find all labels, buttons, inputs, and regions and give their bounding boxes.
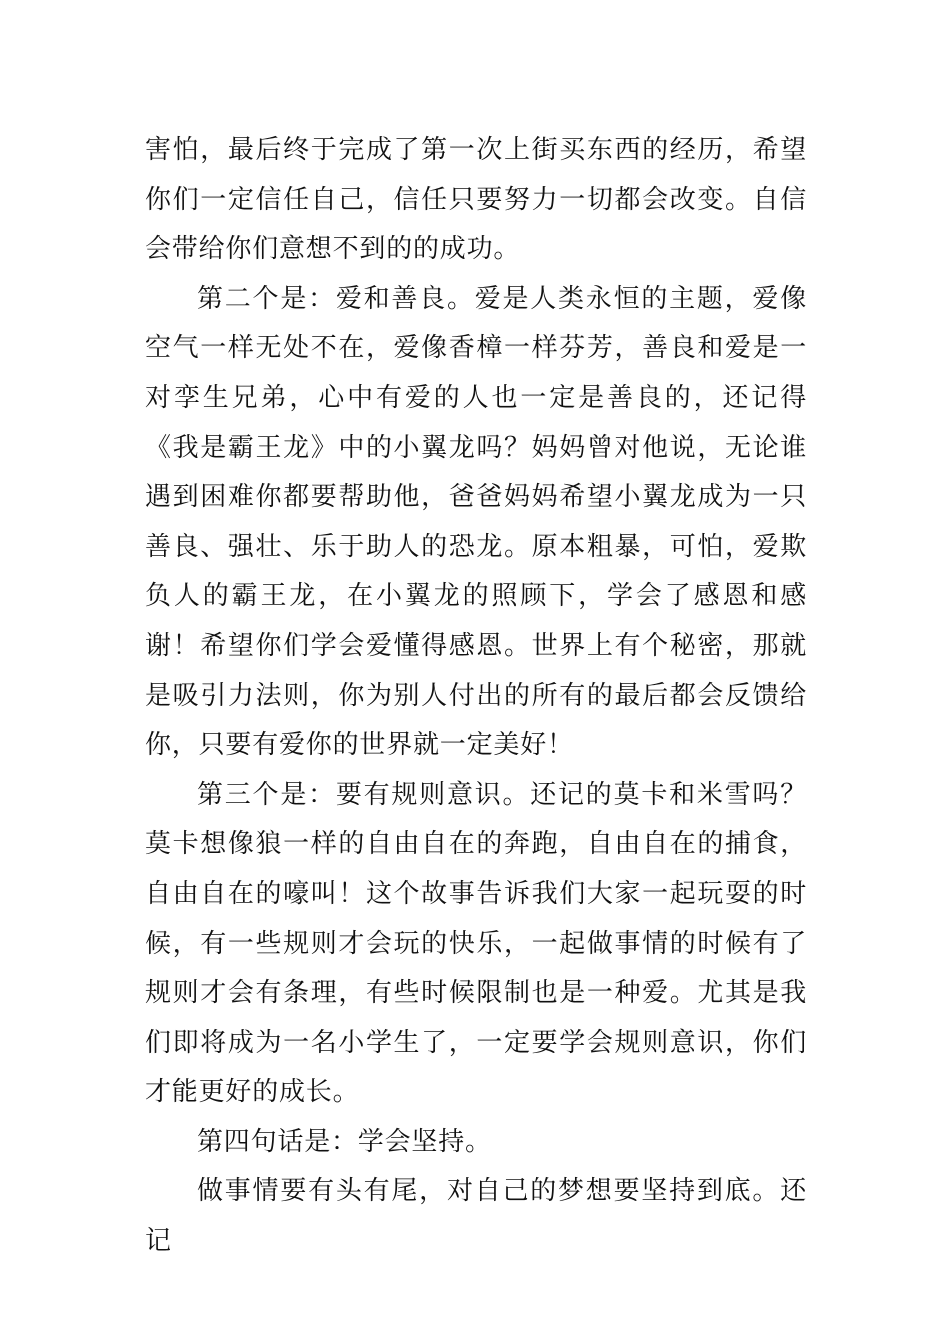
paragraph-4: 第四句话是：学会坚持。 <box>197 1126 492 1157</box>
paragraph-1: 害怕，最后终于完成了第一次上街买东西的经历，希望你们一定信任自己，信任只要努力一切都会改变。自信会带给你们意想不到的的成功。 <box>145 135 807 265</box>
paragraph-2: 第二个是：爱和善良。爱是人类永恒的主题，爱像空气一样无处不在，爱像香樟一样芬芳，善良和爱是一对孪生兄弟，心中有爱的人也一定是善良的，还记得《我是霸王龙》中的小翼龙吗？妈妈曾对他说，无论谁遇到困难你都要帮助他，爸爸妈妈希望小翼龙成为一只善良、强壮、乐于助人的恐龙。原本粗暴，可怕，爱欺负人的霸王龙，在小翼龙的照顾下，学会了感恩和感谢！希望你们学会爱懂得感恩。世界上有个秘密，那就是吸引力法则，你为别人付出的所有的最后都会反馈给你，只要有爱你的世界就一定美好！ <box>145 283 807 761</box>
document-body <box>145 126 807 1267</box>
paragraph-5: 做事情要有头有尾，对自己的梦想要坚持到底。还记 <box>145 1176 807 1257</box>
paragraph-3: 第三个是：要有规则意识。还记的莫卡和米雪吗？莫卡想像狼一样的自由自在的奔跑，自由自在的捕食，自由自在的嚎叫！这个故事告诉我们大家一起玩耍的时候，有一些规则才会玩的快乐，一起做事情的时候有了规则才会有条理，有些时候限制也是一种爱。尤其是我们即将成为一名小学生了，一定要学会规则意识，你们才能更好的成长。 <box>145 779 807 1108</box>
